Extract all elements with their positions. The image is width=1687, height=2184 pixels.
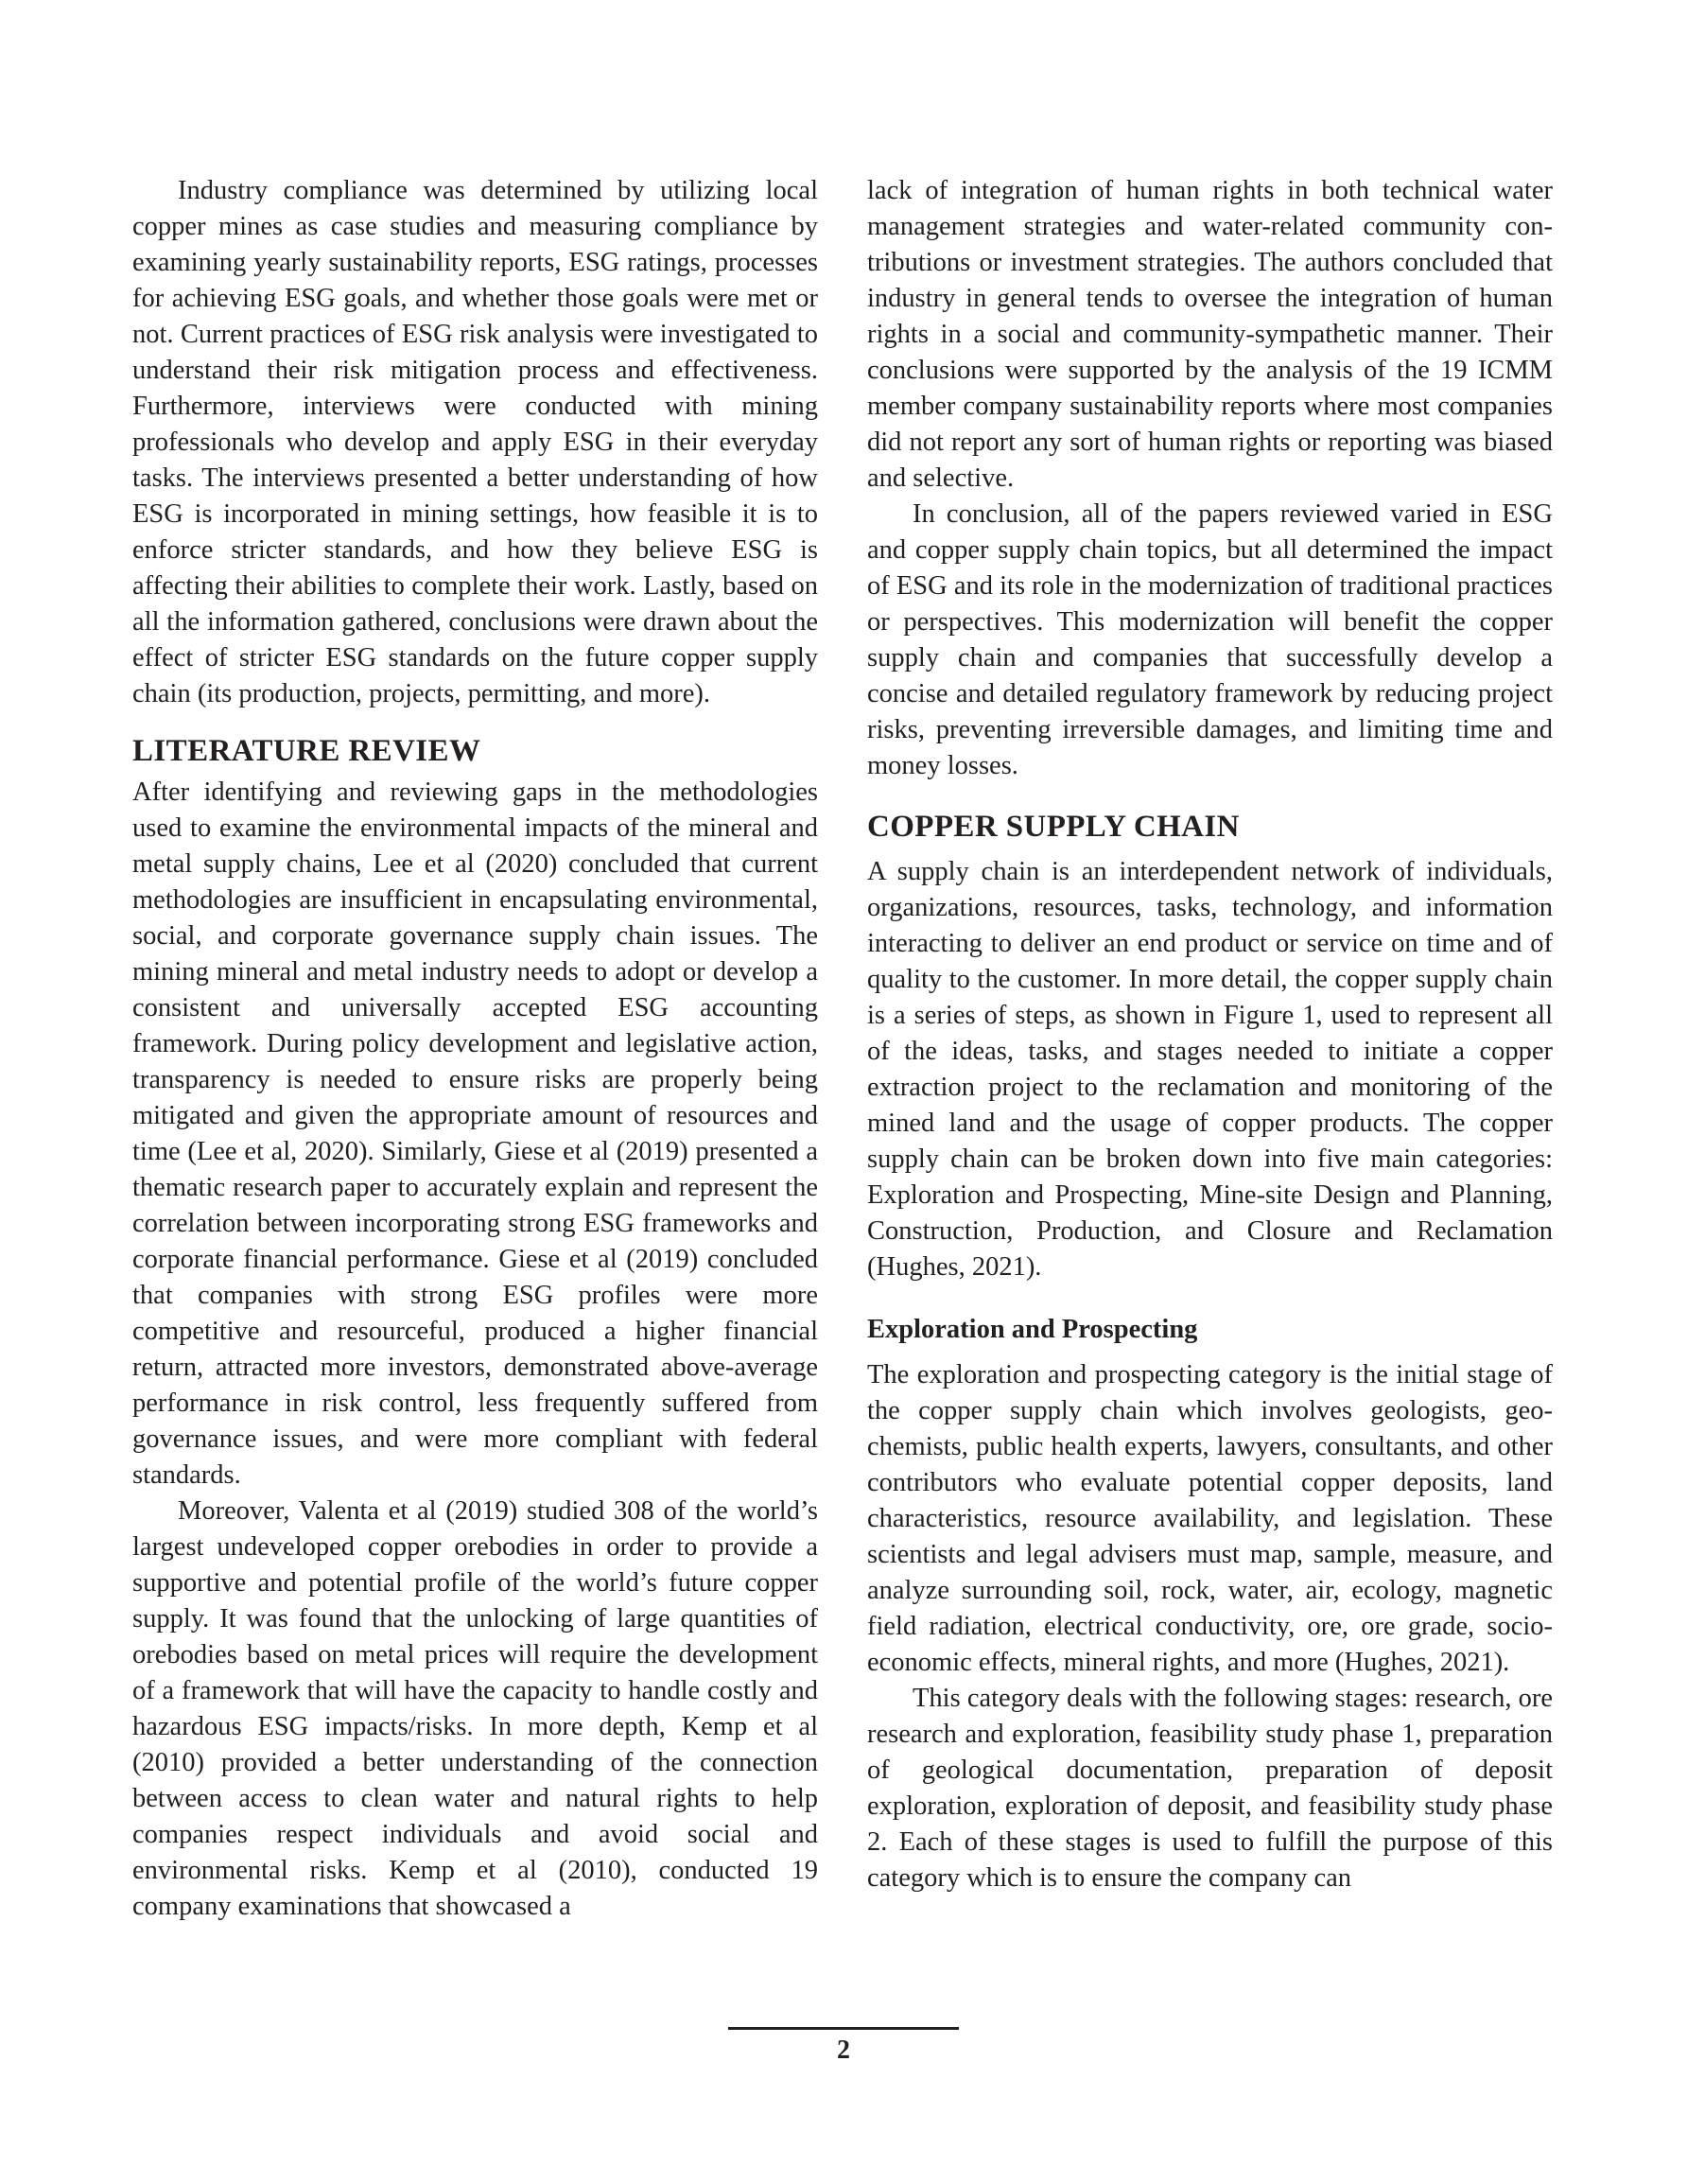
body-paragraph: The exploration and prospecting category is the initial stage of the copper supply chain which involves geologists, geochemists, public health experts, lawyers, consultants, and other contributors who evaluate potential copper deposits, land characteristics, resource availability, and legislation. These scientists and legal advisers must map, sample, measure, and analyze surrounding soil, rock, water, air, ecology, magnetic field radiation, electrical conductivity, ore, ore grade, socio-economic effects, mineral rights, and more (Hughes, 2021). (867, 1360, 1553, 1677)
page-number: 2 (837, 2035, 850, 2065)
left-column (132, 173, 818, 1925)
body-paragraph: lack of integration of human rights in both technical water management strategies and water-related community contributions or investment strategies. The authors concluded that industry in general tends to oversee the integration of human rights in a social and community-sympathetic manner. Their conclusions were supported by the analysis of the 19 ICMM member company sustainability reports where most companies did not report any sort of human rights or reporting was biased and selective. (867, 176, 1553, 493)
body-paragraph: In conclusion, all of the papers reviewed varied in ESG and copper supply chain topics, but all determined the impact of ESG and its role in the modernization of traditional practices or perspectives. This modernization will benefit the copper supply chain and companies that successfully develop a concise and detailed regulatory framework by reducing project risks, preventing irreversible damages, and limiting time and money losses. (867, 499, 1553, 780)
right-column (867, 173, 1553, 1896)
body-paragraph: Moreover, Valenta et al (2019) studied 308 of the world’s largest undeveloped copper orebodies in order to provide a supportive and potential profile of the world’s future copper supply. It was found that the unlocking of large quantities of orebodies based on metal prices will require the development of a framework that will have the capacity to handle costly and hazardous ESG impacts/risks. In more depth, Kemp et al (2010) provided a better understanding of the connection between access to clean water and natural rights to help companies respect individuals and avoid social and environmental risks. Kemp et al (2010), conducted 19 company examinations that showcased a (132, 1496, 818, 1921)
subsection-heading-exploration: Exploration and Prospecting (867, 1315, 1198, 1344)
section-heading-copper-supply-chain: COPPER SUPPLY CHAIN (867, 810, 1240, 844)
body-paragraph: Industry compliance was determined by utilizing local copper mines as case studies and measuring compliance by examining yearly sustainability reports, ESG ratings, processes for achieving ESG goals, and whether those goals were met or not. Current practices of ESG risk analysis were investigated to understand their risk mitigation process and effectiveness. Furthermore, interviews were conducted with mining professionals who develop and apply ESG in their everyday tasks. The interviews presented a better understanding of how ESG is incorporated in mining settings, how feasible it is to enforce stricter standards, and how they believe ESG is affecting their abilities to complete their work. Lastly, based on all the information gathered, conclusions were drawn about the effect of stricter ESG standards on the future copper supply chain (its production, projects, permitting, and more). (132, 176, 818, 708)
body-paragraph: After identifying and reviewing gaps in the methodologies used to examine the environmental impacts of the mineral and metal supply chains, Lee et al (2020) concluded that current methodologies are insufficient in encapsulating environmental, social, and corporate governance supply chain issues. The mining mineral and metal industry needs to adopt or develop a consistent and universally accepted ESG accounting framework. During policy development and legislative action, transparency is needed to ensure risks are properly being mitigated and given the appropriate amount of resources and time (Lee et al, 2020). Similarly, Giese et al (2019) presented a thematic research paper to accurately explain and represent the correlation between incorporating strong ESG frameworks and corporate financial performance. Giese et al (2019) concluded that companies with strong ESG profiles were more competitive and resourceful, produced a higher financial return, attracted more investors, demonstrated above-average performance in risk control, less frequently suffered from governance issues, and were more compliant with federal standards. (132, 778, 818, 1490)
body-paragraph: This category deals with the following stages: research, ore research and exploration, feasibility study phase 1, preparation of geological documentation, preparation of deposit exploration, exploration of deposit, and feasibility study phase 2. Each of these stages is used to fulfill the purpose of this category which is to ensure the company can (867, 1684, 1553, 1893)
body-paragraph: A supply chain is an interdependent network of individuals, organizations, resources, tasks, technology, and information interacting to deliver an end product or service on time and of quality to the customer. In more detail, the copper supply chain is a series of steps, as shown in Figure 1, used to represent all of the ideas, tasks, and stages needed to initiate a copper extraction project to the reclamation and monitoring of the mined land and the usage of copper products. The copper supply chain can be broken down into five main categories: Exploration and Prospecting, Mine-site Design and Planning, Construction, Production, and Closure and Reclamation (Hughes, 2021). (867, 857, 1553, 1282)
section-heading-literature-review: LITERATURE REVIEW (132, 734, 481, 768)
footer-rule (728, 2027, 959, 2030)
